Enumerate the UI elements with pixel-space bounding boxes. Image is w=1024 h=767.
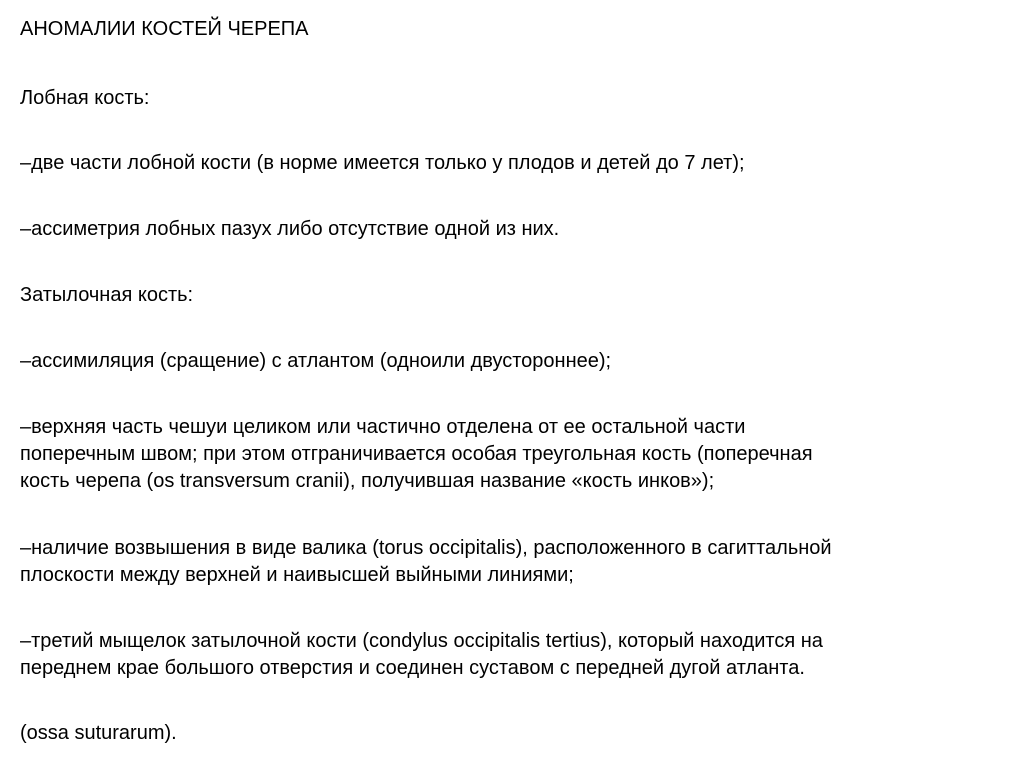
occipital-bone-heading: Затылочная кость: (20, 284, 194, 306)
frontal-item-sinus-asymmetry: –ассиметрия лобных пазух либо отсутствие одной из них. (20, 218, 560, 240)
occipital-item-assimilation: –ассимиляция (сращение) с атлантом (одноили двустороннее); (20, 350, 612, 372)
frontal-item-two-parts: –две части лобной кости (в норме имеется только у плодов и детей до 7 лет); (20, 152, 745, 174)
occipital-item-inca-bone (20, 414, 980, 495)
document-title: АНОМАЛИИ КОСТЕЙ ЧЕРЕПА (20, 18, 309, 40)
frontal-bone-heading: Лобная кость: (20, 87, 150, 109)
text-line: поперечным швом; при этом отграничивается особая треугольная кость (поперечная (20, 443, 813, 465)
text-line: кость черепа (os transversum cranii), получившая название «кость инков»); (20, 470, 715, 492)
text-line: –третий мыщелок затылочной кости (condylus occipitalis tertius), который находится на (20, 630, 823, 652)
text-line: переднем крае большого отверстия и соединен суставом с передней дугой атланта. (20, 657, 805, 679)
closing-note: (ossa suturarum). (20, 722, 177, 744)
occipital-item-third-condyle (20, 628, 980, 682)
text-line: –наличие возвышения в виде валика (torus occipitalis), расположенного в сагиттальной (20, 537, 832, 559)
text-line: –верхняя часть чешуи целиком или частично отделена от ее остальной части (20, 416, 746, 438)
text-line: плоскости между верхней и наивысшей выйными линиями; (20, 564, 574, 586)
occipital-item-torus (20, 535, 980, 589)
